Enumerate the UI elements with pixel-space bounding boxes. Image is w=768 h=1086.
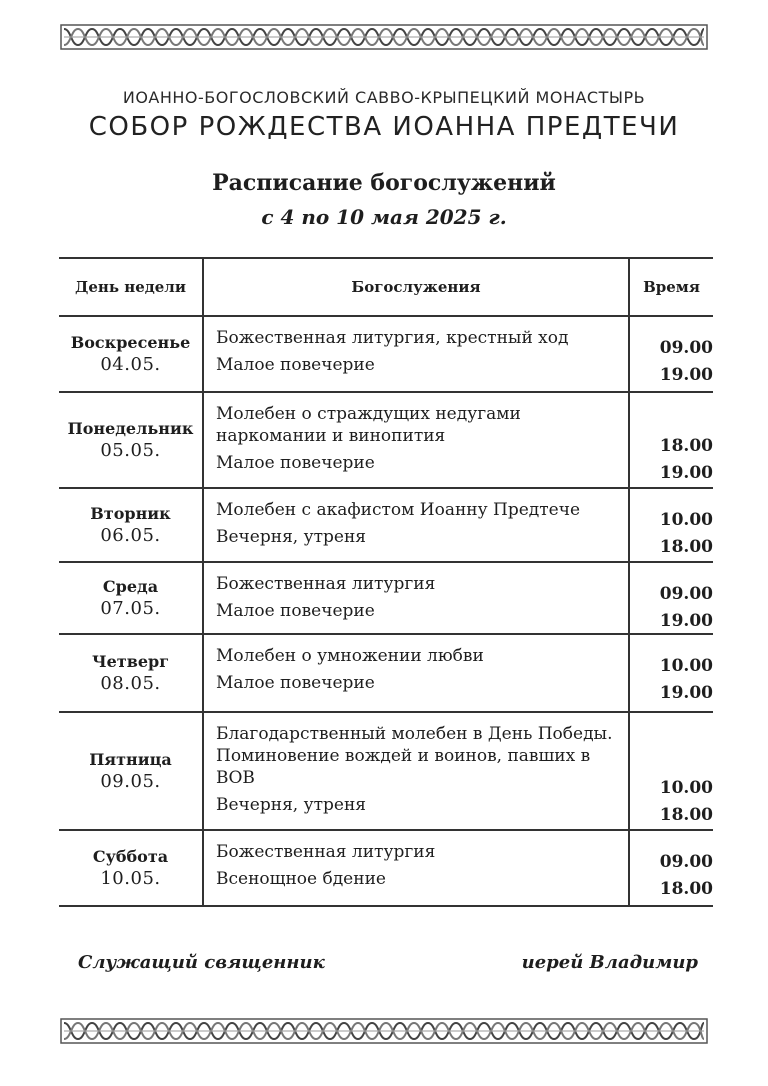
service-item: Молебен с акафистом Иоанну Предтече bbox=[216, 500, 581, 520]
day-date: 04.05. bbox=[100, 354, 161, 375]
service-item: Божественная литургия, крестный ход bbox=[216, 328, 569, 348]
day-date: 08.05. bbox=[100, 673, 161, 694]
schedule-row bbox=[59, 316, 713, 392]
table-header-row bbox=[59, 258, 713, 316]
time-cell bbox=[629, 392, 713, 488]
schedule-row bbox=[59, 562, 713, 634]
day-name: Суббота bbox=[92, 847, 169, 866]
service-item: Всенощное бдение bbox=[216, 869, 386, 889]
time-cell bbox=[629, 634, 713, 712]
signer-name: иерей Владимир bbox=[521, 952, 698, 973]
schedule-row bbox=[59, 712, 713, 830]
day-name: Понедельник bbox=[67, 419, 194, 438]
column-header-services: Богослужения bbox=[203, 258, 629, 316]
cathedral-name: СОБОР РОЖДЕСТВА ИОАННА ПРЕДТЕЧИ bbox=[88, 112, 680, 142]
day-cell bbox=[59, 712, 203, 830]
signer-role: Служащий священник bbox=[78, 952, 325, 973]
services-cell bbox=[203, 634, 629, 712]
day-name: Четверг bbox=[92, 652, 169, 671]
day-name: Среда bbox=[102, 577, 159, 596]
service-time: 18.00 bbox=[659, 436, 713, 456]
service-item: Благодарственный молебен в День Победы. Поминовение вождей и воинов, павших в ВОВ bbox=[216, 724, 613, 788]
service-item: Малое повечерие bbox=[216, 355, 375, 375]
service-time: 09.00 bbox=[659, 338, 713, 358]
day-date: 07.05. bbox=[100, 598, 161, 619]
service-time: 10.00 bbox=[659, 778, 713, 798]
schedule-dates: с 4 по 10 мая 2025 г. bbox=[261, 205, 507, 229]
interlace-ornament-icon bbox=[60, 24, 708, 50]
services-cell bbox=[203, 562, 629, 634]
day-date: 05.05. bbox=[100, 440, 161, 461]
schedule-row bbox=[59, 830, 713, 906]
service-time: 10.00 bbox=[659, 656, 713, 676]
service-item: Божественная литургия bbox=[216, 574, 436, 594]
column-header-time: Время bbox=[629, 258, 713, 316]
top-ornament-border bbox=[60, 24, 708, 50]
schedule-row bbox=[59, 634, 713, 712]
service-time: 19.00 bbox=[659, 683, 713, 703]
schedule-row bbox=[59, 488, 713, 562]
column-header-day: День недели bbox=[59, 258, 203, 316]
schedule-table bbox=[59, 257, 713, 907]
day-date: 09.05. bbox=[100, 771, 161, 792]
service-item: Малое повечерие bbox=[216, 601, 375, 621]
service-time: 19.00 bbox=[659, 463, 713, 483]
services-cell bbox=[203, 712, 629, 830]
day-cell bbox=[59, 562, 203, 634]
time-cell bbox=[629, 712, 713, 830]
schedule-title: Расписание богослужений bbox=[212, 170, 556, 196]
day-cell bbox=[59, 488, 203, 562]
day-cell bbox=[59, 392, 203, 488]
service-time: 18.00 bbox=[659, 805, 713, 825]
monastery-name: ИОАННО-БОГОСЛОВСКИЙ САВВО-КРЫПЕЦКИЙ МОНАСТЫРЬ bbox=[122, 88, 646, 107]
service-item: Вечерня, утреня bbox=[216, 527, 367, 547]
service-time: 09.00 bbox=[659, 852, 713, 872]
service-time: 18.00 bbox=[659, 537, 713, 557]
service-time: 09.00 bbox=[659, 584, 713, 604]
services-cell bbox=[203, 830, 629, 906]
service-item: Малое повечерие bbox=[216, 453, 375, 473]
interlace-ornament-icon bbox=[60, 1018, 708, 1044]
bottom-ornament-border bbox=[60, 1018, 708, 1044]
time-cell bbox=[629, 562, 713, 634]
service-item: Вечерня, утреня bbox=[216, 795, 367, 815]
services-cell bbox=[203, 488, 629, 562]
day-name: Пятница bbox=[89, 750, 172, 769]
day-cell bbox=[59, 830, 203, 906]
service-item: Молебен о страждущих недугами наркомании и винопития bbox=[216, 404, 521, 446]
time-cell bbox=[629, 830, 713, 906]
time-cell bbox=[629, 488, 713, 562]
day-cell bbox=[59, 634, 203, 712]
day-date: 10.05. bbox=[100, 868, 161, 889]
time-cell bbox=[629, 316, 713, 392]
service-time: 18.00 bbox=[659, 879, 713, 899]
schedule-row bbox=[59, 392, 713, 488]
service-time: 10.00 bbox=[659, 510, 713, 530]
service-item: Божественная литургия bbox=[216, 842, 436, 862]
day-name: Воскресенье bbox=[70, 333, 191, 352]
day-date: 06.05. bbox=[100, 525, 161, 546]
service-item: Молебен о умножении любви bbox=[216, 646, 484, 666]
service-time: 19.00 bbox=[659, 365, 713, 385]
service-item: Малое повечерие bbox=[216, 673, 375, 693]
service-time: 19.00 bbox=[659, 611, 713, 631]
day-name: Вторник bbox=[90, 504, 171, 523]
day-cell bbox=[59, 316, 203, 392]
services-cell bbox=[203, 392, 629, 488]
services-cell bbox=[203, 316, 629, 392]
